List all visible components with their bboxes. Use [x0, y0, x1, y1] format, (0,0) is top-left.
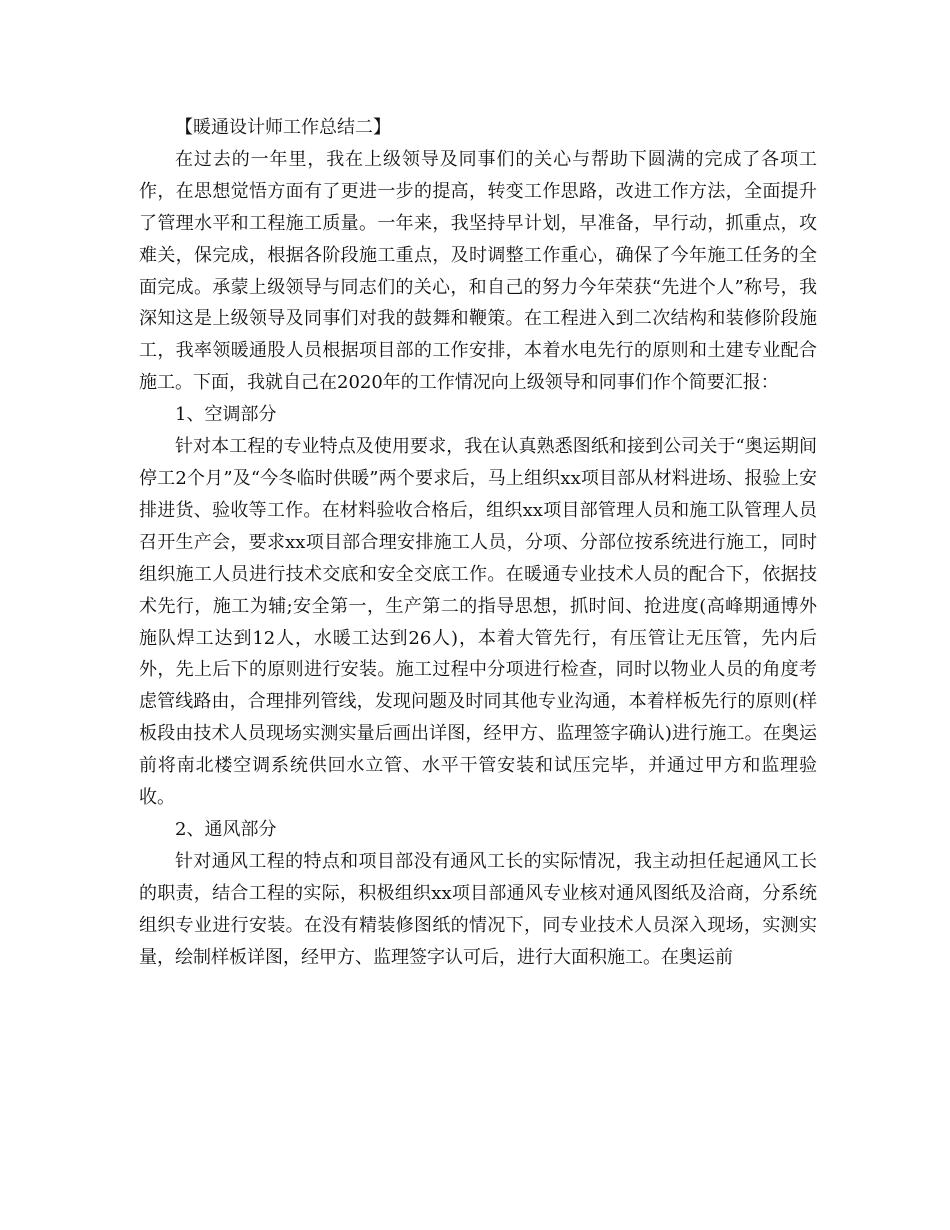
section-heading-ventilation: 2、通风部分: [175, 818, 277, 840]
air-conditioning-paragraph: 针对本工程的专业特点及使用要求，我在认真熟悉图纸和接到公司关于“奥运期间停工2个月”及“今冬临时供暖”两个要求后，马上组织xx项目部从材料进场、报验上安排进货、验收等工作。在材料验收合格后，组织xx项目部管理人员和施工队管理人员召开生产会，要求xx项目部合理安排施工人员，分项、分部位按系统进行施工，同时组织施工人员进行技术交底和安全交底工作。在暖通专业技术人员的配合下，依据技术先行，施工为辅;安全第一，生产第二的指导思想，抓时间、抢进度(高峰期通博外施队焊工达到12人，水暖工达到26人)，本着大管先行，有压管让无压管，先内后外，先上后下的原则进行安装。施工过程中分项进行检查，同时以物业人员的角度考虑管线路由，合理排列管线，发现问题及时同其他专业沟通，本着样板先行的原则(样板段由技术人员现场实测实量后画出详图，经甲方、监理签字确认)进行施工。在奥运前将南北楼空调系统供回水立管、水平干管安装和试压完毕，并通过甲方和监理验收。: [139, 436, 817, 809]
intro-paragraph: 在过去的一年里，我在上级领导及同事们的关心与帮助下圆满的完成了各项工作，在思想觉悟方面有了更进一步的提高，转变工作思路，改进工作方法，全面提升了管理水平和工程施工质量。一年来，我坚持早计划，早准备，早行动，抓重点，攻难关，保完成，根据各阶段施工重点，及时调整工作重心，确保了今年施工任务的全面完成。承蒙上级领导与同志们的关心，和自己的努力今年荣获“先进个人”称号，我深知这是上级领导及同事们对我的鼓舞和鞭策。在工程进入到二次结构和装修阶段施工，我率领暖通股人员根据项目部的工作安排，本着水电先行的原则和土建专业配合施工。下面，我就自己在2020年的工作情况向上级领导和同事们作个简要汇报：: [139, 148, 817, 394]
document-page: [139, 112, 817, 973]
ventilation-paragraph: 针对通风工程的特点和项目部没有通风工长的实际情况，我主动担任起通风工长的职责，结合工程的实际，积极组织xx项目部通风专业核对通风图纸及洽商，分系统组织专业进行安装。在没有精装修图纸的情况下，同专业技术人员深入现场，实测实量，绘制样板详图，经甲方、监理签字认可后，进行大面积施工。在奥运前: [139, 850, 817, 968]
section-heading-air-conditioning: 1、空调部分: [175, 404, 277, 426]
document-title: 【暖通设计师工作总结二】: [175, 117, 391, 138]
